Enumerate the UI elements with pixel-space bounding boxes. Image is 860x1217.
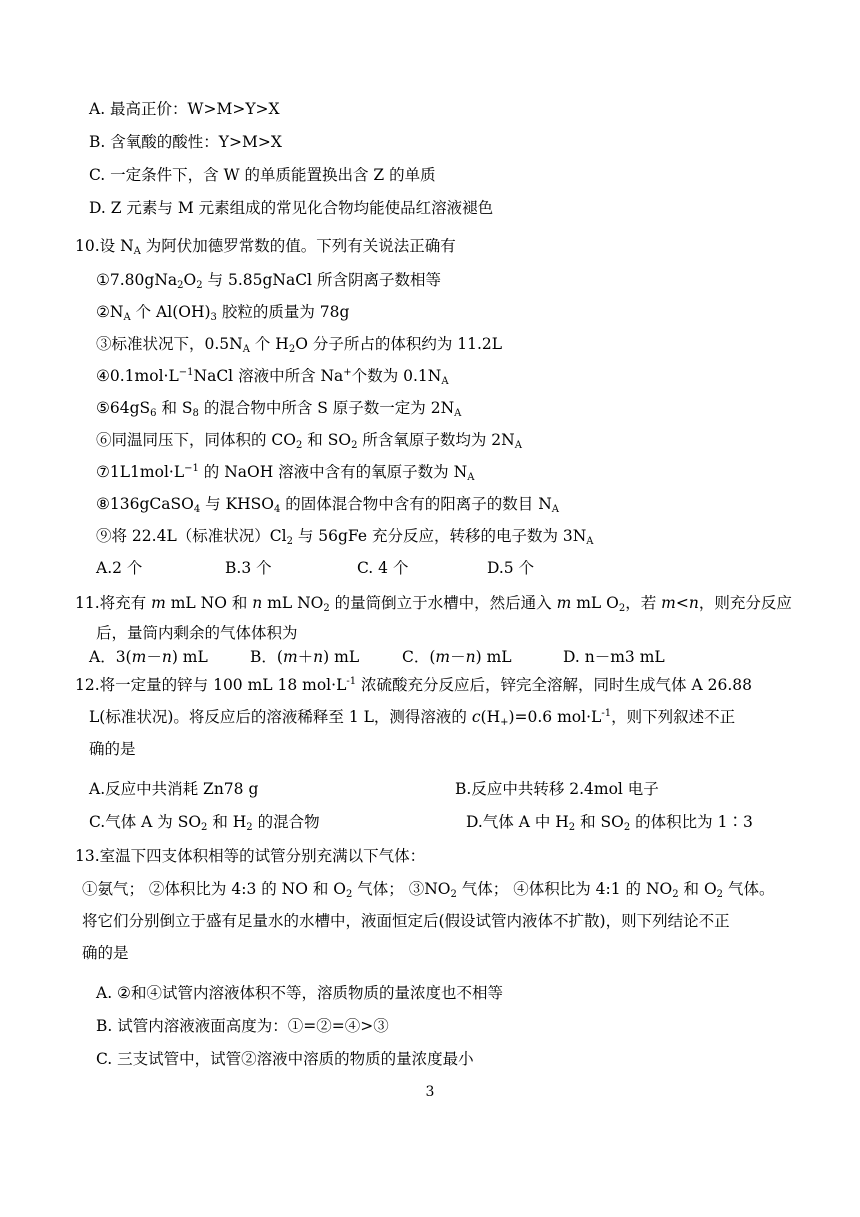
q10-item-9: ⑨将 22.4L（标准状况）$Cl_2$ 与 56gFe 充分反应，转移的电子数为 $3N_A$ bbox=[96, 527, 594, 547]
q13-option-b: B. 试管内溶液液面高度为：①=②=④>③ bbox=[96, 1017, 389, 1035]
q9-option-d: D. Z 元素与 M 元素组成的常见化合物均能使品红溶液褪色 bbox=[89, 199, 494, 217]
q13-stem: 13.室温下四支体积相等的试管分别充满以下气体： bbox=[75, 847, 426, 865]
q11-option-d: D. n－m3 mL bbox=[563, 648, 665, 666]
q12-stem-line-3: 确的是 bbox=[89, 740, 136, 758]
q10-stem: 10.设 $N_A$ 为阿伏加德罗常数的值。下列有关说法正确有 bbox=[75, 237, 456, 257]
q13-option-a: A. ②和④试管内溶液体积不等，溶质物质的量浓度也不相等 bbox=[96, 984, 503, 1002]
q12-option-c: C.气体 A 为 $SO_2$ 和 $H_2$ 的混合物 bbox=[89, 813, 320, 833]
q9-option-b: B. 含氧酸的酸性：Y>M>X bbox=[89, 133, 282, 151]
page-number: 3 bbox=[425, 1084, 435, 1100]
q10-item-2: $②N_A$ 个 $Al(OH)_3$ 胶粒的质量为 78g bbox=[96, 303, 350, 323]
q12-option-a: A.反应中共消耗 Zn78 g bbox=[89, 780, 259, 798]
q10-item-1: $①7.80gNa_2O_2$ 与 5.85gNaCl 所含阴离子数相等 bbox=[96, 271, 441, 291]
q13-stem-line-3: 将它们分别倒立于盛有足量水的水槽中，液面恒定后(假设试管内液体不扩散)，则下列结论不正 bbox=[82, 912, 730, 930]
q13-stem-line-4: 确的是 bbox=[82, 944, 129, 962]
q10-item-4: $④0.1mol\cdot L^{-1}NaCl$ 溶液中所含 Na+个数为 $0.1N_A$ bbox=[96, 367, 449, 387]
q9-option-c: C. 一定条件下，含 W 的单质能置换出含 Z 的单质 bbox=[89, 166, 436, 184]
q11-option-b: B．(m＋n) mL bbox=[250, 648, 360, 666]
q12-stem-line-1: 12.将一定量的锌与 100 mL 18 $mol\cdot L^{-1}$ 浓硫酸充分反应后，锌完全溶解，同时生成气体 A 26.88 bbox=[75, 676, 752, 694]
q10-option-d: D.5 个 bbox=[487, 559, 535, 577]
q10-option-c: C. 4 个 bbox=[357, 559, 409, 577]
q10-item-5: $⑤64gS_6$ 和 $S_8$ 的混合物中所含 S 原子数一定为 $2N_A$ bbox=[96, 399, 462, 419]
q13-option-c: C. 三支试管中，试管②溶液中溶质的物质的量浓度最小 bbox=[96, 1050, 474, 1068]
q12-option-b: B.反应中共转移 2.4mol 电子 bbox=[455, 780, 659, 798]
q11-stem-line-1: 11.将充有 m mL NO 和 n mL $NO_2$ 的量筒倒立于水槽中，然后通入 m mL $O_2$，若 m<n，则充分反应 bbox=[75, 594, 792, 614]
q12-option-d: D.气体 A 中 $H_2$ 和 $SO_2$ 的体积比为 1∶3 bbox=[466, 813, 753, 833]
q11-option-a: A．3(m－n) mL bbox=[89, 648, 208, 666]
q9-option-a: A. 最高正价：W>M>Y>X bbox=[89, 100, 280, 118]
q10-item-7: $⑦1L1mol\cdot L^{-1}$ 的 NaOH 溶液中含有的氧原子数为 $N_A$ bbox=[96, 463, 475, 483]
q11-option-c: C．(m－n) mL bbox=[402, 648, 512, 666]
q10-item-3: ③标准状况下，$0.5N_A$ 个 $H_2O$ 分子所占的体积约为 11.2L bbox=[96, 335, 503, 355]
q12-stem-line-2: L(标准状况)。将反应后的溶液稀释至 1 L，测得溶液的 $c(H_+)=0.6$ $mol\cdot L^{-1}$，则下列叙述不正 bbox=[89, 708, 736, 728]
q10-option-b: B.3 个 bbox=[225, 559, 272, 577]
q10-item-6: ⑥同温同压下，同体积的 $CO_2$ 和 $SO_2$ 所含氧原子数均为 $2N_A$ bbox=[96, 431, 522, 451]
q10-option-a: A.2 个 bbox=[96, 559, 143, 577]
q11-stem-line-2: 后，量筒内剩余的气体体积为 bbox=[96, 624, 298, 642]
q13-gas-list: ①氨气； ②体积比为 4:3 的 NO 和 $O_2$ 气体； $③NO_2$ 气体； ④体积比为 4:1 的 $NO_2$ 和 $O_2$ 气体。 bbox=[82, 880, 775, 900]
q10-item-8: ⑧136gCaSO$_4$ 与 $KHSO_4$ 的固体混合物中含有的阳离子的数目 $N_A$ bbox=[96, 495, 560, 515]
